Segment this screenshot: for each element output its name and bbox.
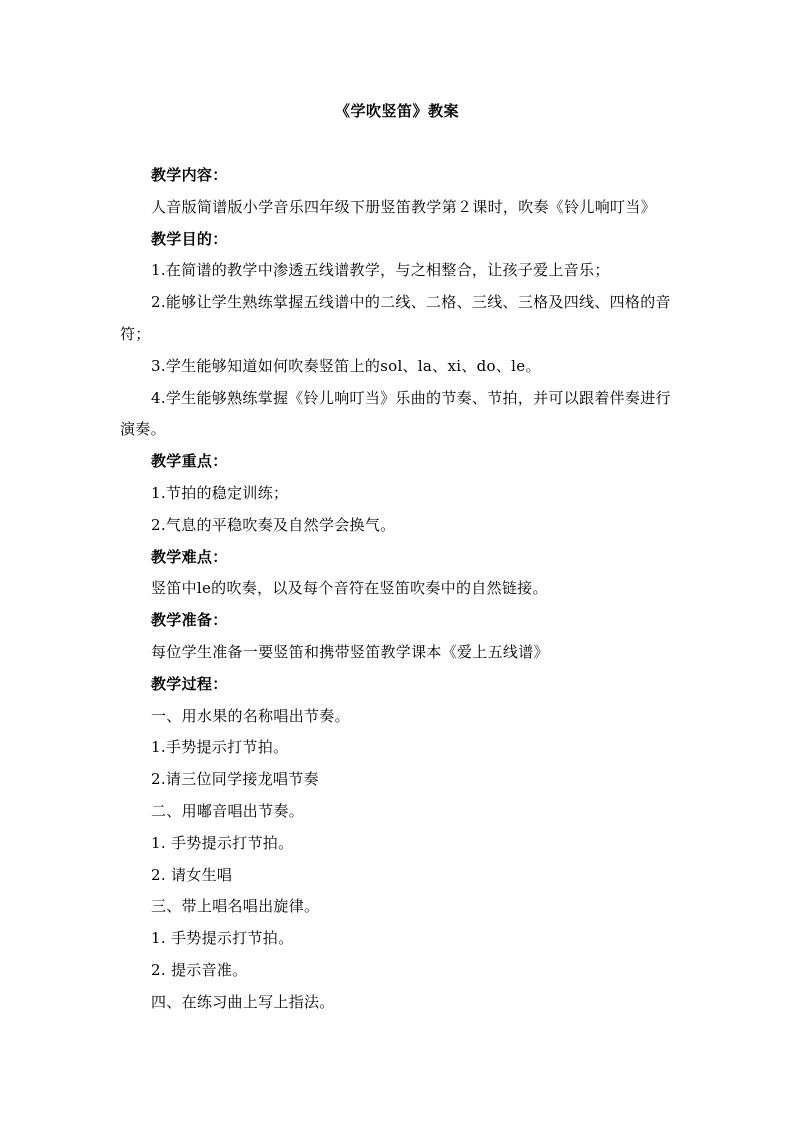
process-substep: 1. 手势提示打节拍。 [151, 833, 294, 852]
process-substep: 2. 请女生唱 [151, 865, 233, 884]
section-heading-preparation: 教学准备： [151, 611, 228, 630]
goal-item-3: 3.学生能够知道如何吹奏竖笛上的sol、la、xi、do、le。 [151, 356, 541, 375]
key-point-1: 1.节拍的稳定训练； [151, 483, 289, 502]
process-step-1: 一、用水果的名称唱出节奏。 [151, 706, 350, 725]
key-point-2: 2.气息的平稳吹奏及自然学会换气。 [151, 515, 396, 534]
process-substep: 1. 手势提示打节拍。 [151, 929, 294, 948]
content-text: 人音版简谱版小学音乐四年级下册竖笛教学第２课时，吹奏《铃儿响叮当》 [151, 197, 656, 216]
section-heading-goals: 教学目的： [151, 229, 228, 248]
process-step-3: 三、带上唱名唱出旋律。 [151, 897, 320, 916]
process-substep: 1.手势提示打节拍。 [151, 738, 289, 757]
goal-item-4: 4.学生能够熟练掌握《铃儿响叮当》乐曲的节奏、节拍，并可以跟着伴奏进行演奏。 [120, 388, 671, 439]
document-title: 《学吹竖笛》教案 [334, 102, 459, 120]
section-heading-process: 教学过程： [151, 674, 228, 693]
difficulty-text: 竖笛中le的吹奏，以及每个音符在竖笛吹奏中的自然链接。 [151, 579, 548, 598]
preparation-text: 每位学生准备一要竖笛和携带竖笛教学课本《爱上五线谱》 [151, 642, 549, 661]
process-substep: 2. 提示音准。 [151, 960, 248, 979]
section-heading-content: 教学内容： [151, 166, 228, 184]
process-step-2: 二、用嘟音唱出节奏。 [151, 801, 305, 820]
process-substep: 2.请三位同学接龙唱节奏 [151, 770, 319, 789]
section-heading-difficulties: 教学难点： [151, 547, 228, 566]
section-heading-key-points: 教学重点： [151, 452, 228, 471]
goal-item-1: 1.在简谱的教学中渗透五线谱教学，与之相整合，让孩子爱上音乐； [151, 261, 610, 280]
document-body [120, 160, 680, 1019]
process-step-4: 四、在练习曲上写上指法。 [151, 992, 335, 1011]
goal-item-2: 2.能够让学生熟练掌握五线谱中的二线、二格、三线、三格及四线、四格的音符； [120, 293, 671, 343]
